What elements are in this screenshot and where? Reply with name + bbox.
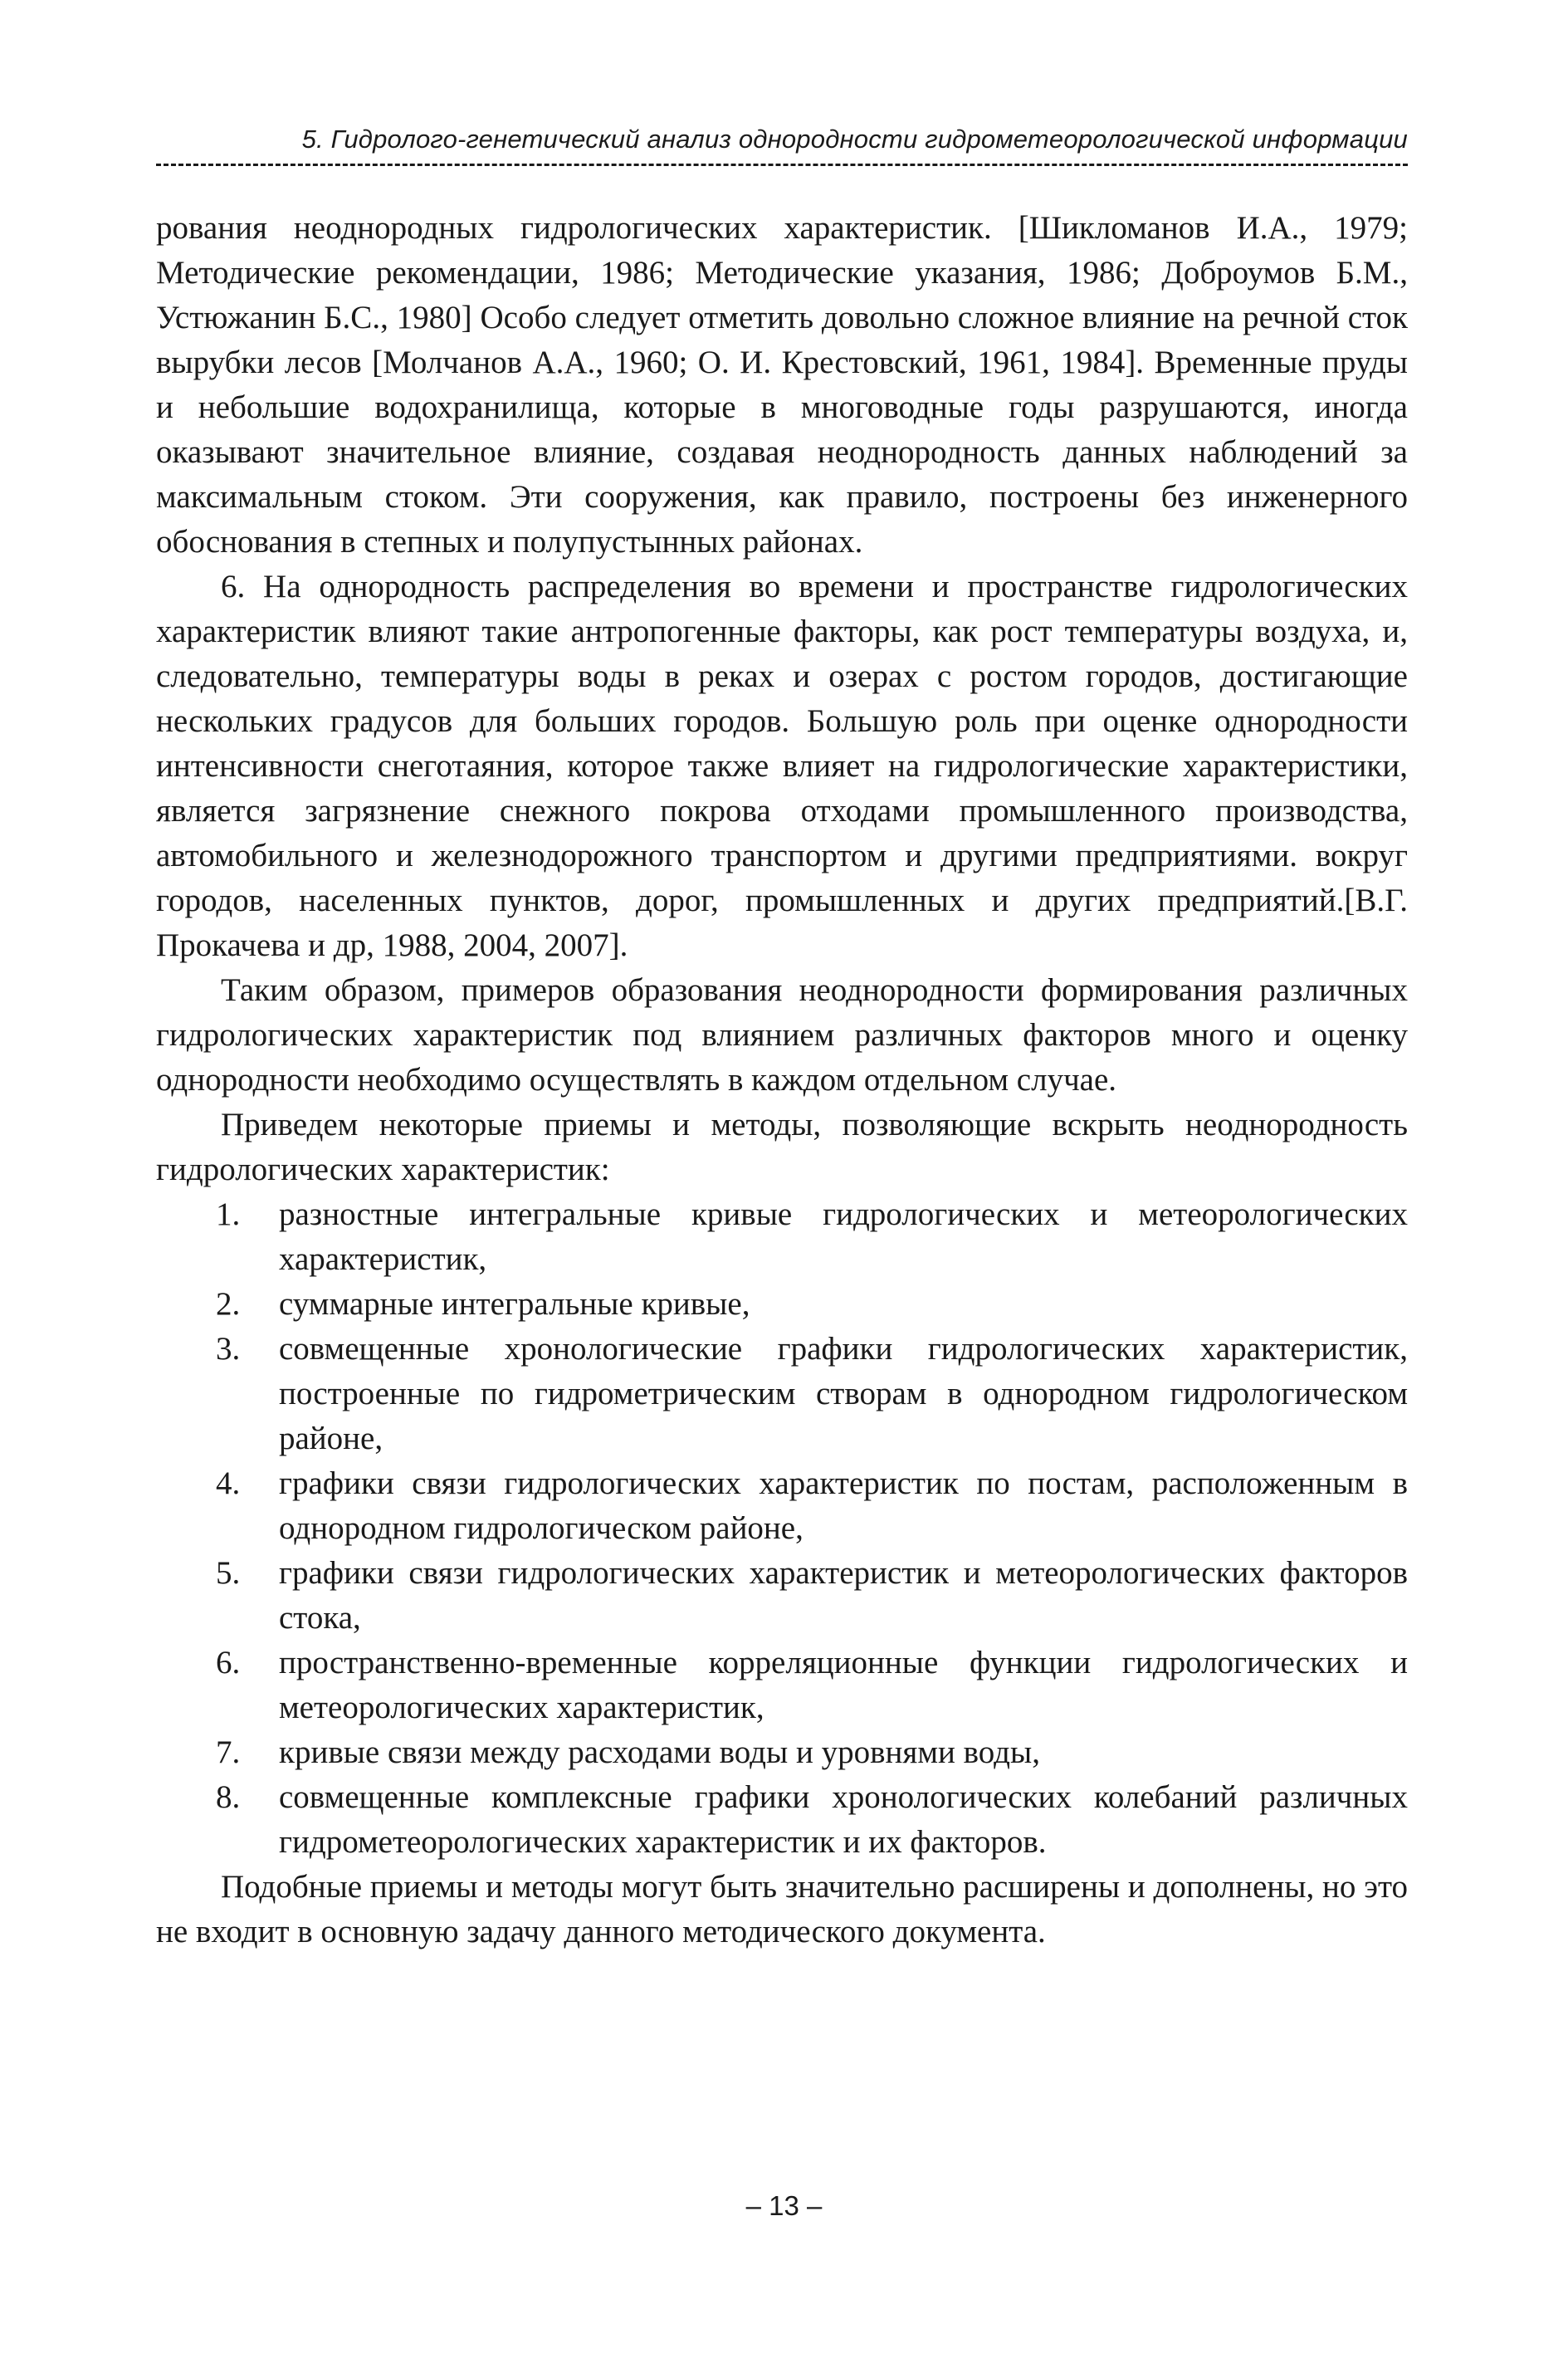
paragraph-6-anthropogenic-factors: 6. На однородность распределения во времени и пространстве гидрологических характеристик влияют такие антропогенные факторы, как рост температуры воздуха, и, следовательно, температуры воды в реках и озерах с ростом городов, достигающие нескольких градусов для больших городов. Большую роль при оценке однородности интенсивности снеготаяния, которое также влияет на гидрологические характеристики, является загрязнение снежного покрова отходами промышленного производства, автомобильного и железнодорожного транспортом и другими предприятиями. вокруг городов, населенных пунктов, дорог, промышленных и других предприятий.[В.Г. Прокачева и др, 1988, 2004, 2007]. [156, 569, 1408, 963]
list-item-text: разностные интегральные кривые гидрологических и метеорологических характеристик, [279, 1196, 1408, 1277]
list-item-text: графики связи гидрологических характеристик по постам, расположенным в однородном гидрологическом районе, [279, 1465, 1408, 1546]
methods-list [156, 1192, 1408, 1865]
list-item-text: кривые связи между расходами воды и уровнями воды, [279, 1734, 1040, 1770]
paragraph-conclusion: Таким образом, примеров образования неоднородности формирования различных гидрологических характеристик под влиянием различных факторов много и оценку однородности необходимо осуществлять в каждом отдельном случае. [156, 972, 1408, 1098]
list-item [156, 1775, 1408, 1865]
list-item [156, 1327, 1408, 1461]
list-item-text: суммарные интегральные кривые, [279, 1286, 750, 1322]
list-item-number: 1. [216, 1196, 241, 1232]
list-item [156, 1551, 1408, 1641]
header-divider [156, 164, 1408, 166]
list-item-text: совмещенные хронологические графики гидрологических характеристик, построенные по гидрометрическим створам в однородном гидрологическом районе, [279, 1331, 1408, 1456]
list-item-number: 7. [216, 1734, 241, 1770]
list-item [156, 1730, 1408, 1775]
paragraph-methods-intro: Приведем некоторые приемы и методы, позволяющие вскрыть неоднородность гидрологических характеристик: [156, 1107, 1408, 1187]
body-text [156, 206, 1408, 1954]
list-item-number: 8. [216, 1779, 241, 1815]
list-item-number: 2. [216, 1286, 241, 1322]
running-header: 5. Гидролого-генетический анализ однородности гидрометеорологической информации [301, 125, 1408, 154]
list-item-number: 5. [216, 1555, 241, 1591]
list-item-text: графики связи гидрологических характеристик и метеорологических факторов стока, [279, 1555, 1408, 1636]
list-item-number: 3. [216, 1331, 241, 1367]
list-item-number: 4. [216, 1465, 241, 1501]
paragraph-closing: Подобные приемы и методы могут быть значительно расширены и дополнены, но это не входит в основную задачу данного методического документа. [156, 1869, 1408, 1949]
list-item [156, 1282, 1408, 1327]
list-item-text: совмещенные комплексные графики хронологических колебаний различных гидрометеорологических характеристик и их факторов. [279, 1779, 1408, 1860]
page-number: – 13 – [745, 2190, 823, 2221]
list-item-text: пространственно-временные корреляционные функции гидрологических и метеорологических характеристик, [279, 1645, 1408, 1725]
list-item [156, 1641, 1408, 1730]
paragraph-continuation: рования неоднородных гидрологических характеристик. [Шикломанов И.А., 1979; Методические рекомендации, 1986; Методические указания, 1986; Доброумов Б.М., Устюжанин Б.С., 1980] Особо следует отметить довольно сложное влияние на речной сток вырубки лесов [Молчанов А.А., 1960; О. И. Крестовский, 1961, 1984]. Временные пруды и небольшие водохранилища, которые в многоводные годы разрушаются, иногда оказывают значительное влияние, создавая неоднородность данных наблюдений за максимальным стоком. Эти сооружения, как правило, построены без инженерного обоснования в степных и полупустынных районах. [156, 210, 1408, 560]
list-item [156, 1461, 1408, 1551]
list-item-number: 6. [216, 1645, 241, 1680]
list-item [156, 1192, 1408, 1282]
